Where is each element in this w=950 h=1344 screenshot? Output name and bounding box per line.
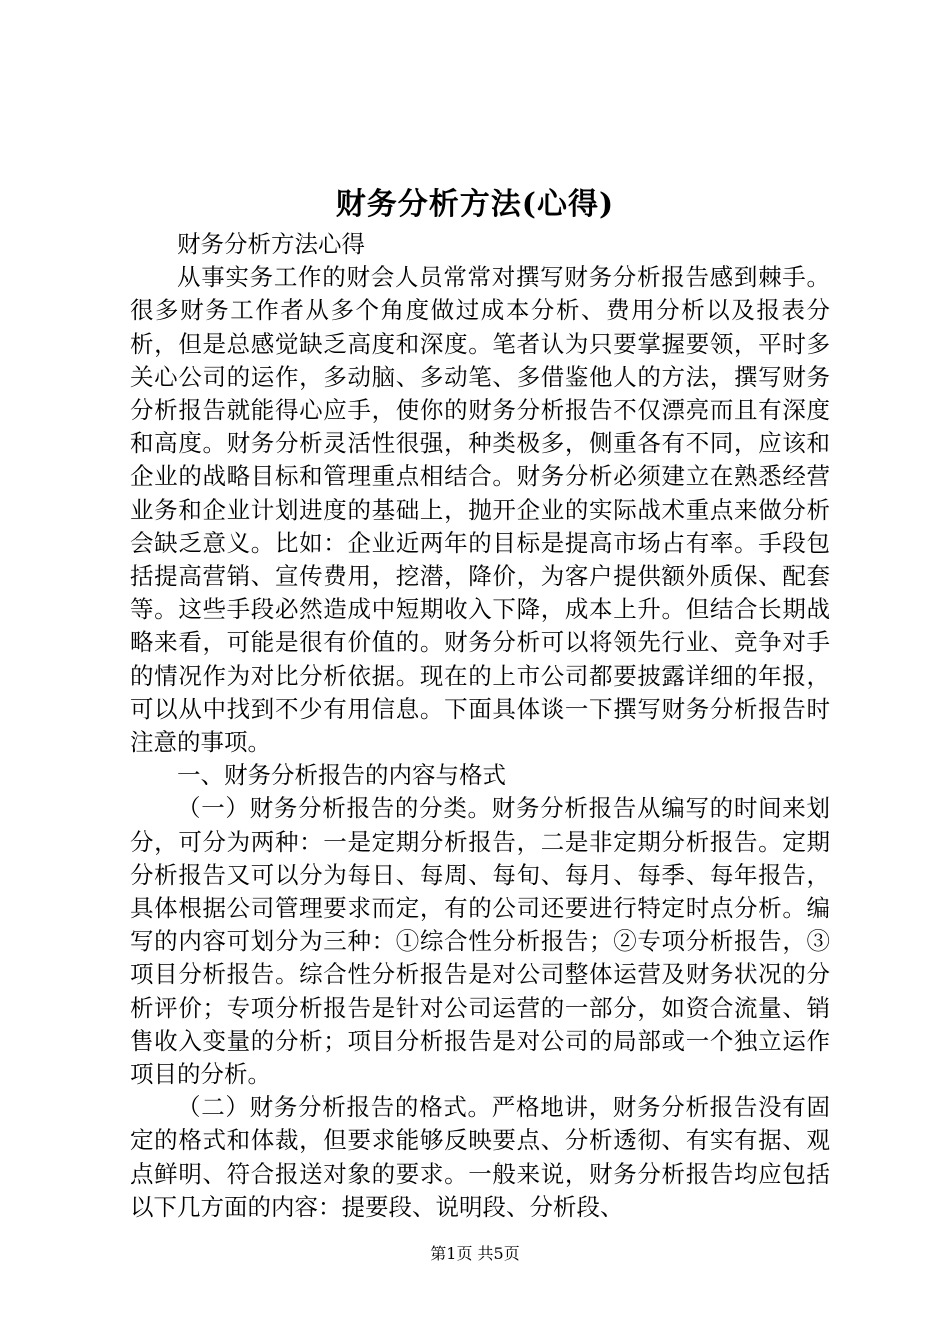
paragraph-format: （二）财务分析报告的格式。严格地讲，财务分析报告没有固定的格式和体裁，但要求能够反映要点、分析透彻、有实有据、观点鲜明、符合报送对象的要求。一般来说，财务分析报告均应包括以下几方面的内容：提要段、说明段、分析段、 xyxy=(130,1093,830,1221)
paragraph-intro: 从事实务工作的财会人员常常对撰写财务分析报告感到棘手。很多财务工作者从多个角度做过成本分析、费用分析以及报表分析，但是总感觉缺乏高度和深度。笔者认为只要掌握要领，平时多关心公司的运作，多动脑、多动笔、多借鉴他人的方法，撰写财务分析报告就能得心应手，使你的财务分析报告不仅漂亮而且有深度和高度。财务分析灵活性很强，种类极多，侧重各有不同，应该和企业的战略目标和管理重点相结合。财务分析必须建立在熟悉经营业务和企业计划进度的基础上，抛开企业的实际战术重点来做分析会缺乏意义。比如：企业近两年的目标是提高市场占有率。手段包括提高营销、宣传费用，挖潜，降价，为客户提供额外质保、配套等。这些手段必然造成中短期收入下降，成本上升。但结合长期战略来看，可能是很有价值的。财务分析可以将领先行业、竞争对手的情况作为对比分析依据。现在的上市公司都要披露详细的年报，可以从中找到不少有用信息。下面具体谈一下撰写财务分析报告时注意的事项。 xyxy=(130,263,830,757)
paragraph-classification: （一）财务分析报告的分类。财务分析报告从编写的时间来划分，可分为两种：一是定期分析报告，二是非定期分析报告。定期分析报告又可以分为每日、每周、每旬、每月、每季、每年报告，具体根据公司管理要求而定，有的公司还要进行特定时点分析。编写的内容可划分为三种：①综合性分析报告；②专项分析报告，③项目分析报告。综合性分析报告是对公司整体运营及财务状况的分析评价；专项分析报告是针对公司运营的一部分，如资合流量、销售收入变量的分析；项目分析报告是对公司的局部或一个独立运作项目的分析。 xyxy=(130,794,830,1089)
page-footer: 第1页 共5页 xyxy=(430,1244,520,1263)
paragraph-subtitle: 财务分析方法心得 xyxy=(177,230,365,258)
document-body xyxy=(130,228,830,1224)
section-heading: 一、财务分析报告的内容与格式 xyxy=(177,761,506,790)
document-title: 财务分析方法(心得) xyxy=(335,187,615,222)
